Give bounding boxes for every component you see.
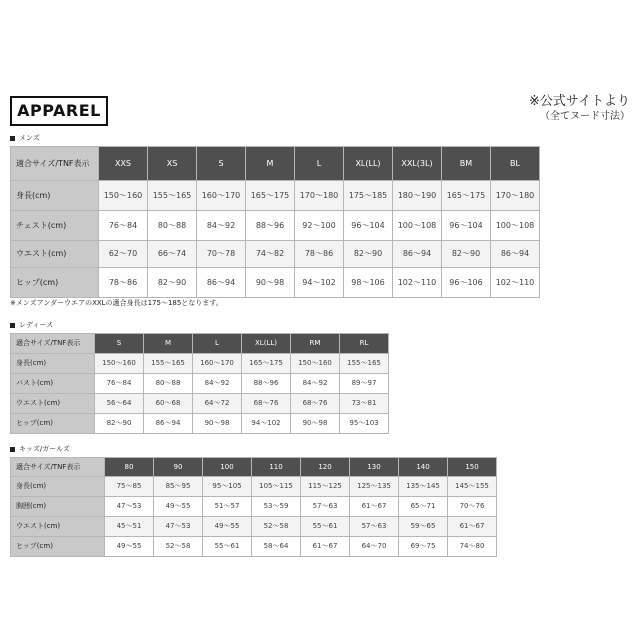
value-cell: 58～64 [252, 537, 301, 557]
mens-section-label: メンズ [10, 133, 40, 143]
value-cell: 80～88 [148, 211, 197, 241]
value-cell: 76～84 [95, 374, 144, 394]
value-cell: 180～190 [393, 181, 442, 211]
size-header-cell: 90 [154, 458, 203, 477]
value-cell: 89～97 [340, 374, 389, 394]
value-cell: 51～57 [203, 497, 252, 517]
size-header-cell: 80 [105, 458, 154, 477]
table-row [11, 354, 389, 374]
value-cell: 96～106 [442, 268, 491, 298]
value-cell: 45～51 [105, 517, 154, 537]
row-label-cell: ウエスト(cm) [11, 241, 99, 268]
value-cell: 96～104 [344, 211, 393, 241]
value-cell: 75～85 [105, 477, 154, 497]
value-cell: 61～67 [301, 537, 350, 557]
table-row [11, 537, 497, 557]
kids-size-table [10, 457, 497, 557]
value-cell: 57～63 [301, 497, 350, 517]
row-label-cell: ヒップ(cm) [11, 414, 95, 434]
size-header-cell: BM [442, 147, 491, 181]
table-header-row [11, 458, 497, 477]
row-label-cell: バスト(cm) [11, 374, 95, 394]
size-header-cell: RM [291, 334, 340, 354]
value-cell: 49～55 [154, 497, 203, 517]
mens-footnote: ※メンズアンダーウエアのXXLの適合身長は175～185となります。 [10, 299, 223, 307]
source-note-line2: （全てヌード寸法） [540, 111, 630, 122]
value-cell: 73～81 [340, 394, 389, 414]
value-cell: 64～72 [193, 394, 242, 414]
value-cell: 82～90 [148, 268, 197, 298]
table-row [11, 374, 389, 394]
value-cell: 52～58 [154, 537, 203, 557]
value-cell: 70～76 [448, 497, 497, 517]
value-cell: 125～135 [350, 477, 399, 497]
row-label-cell: ウエスト(cm) [11, 517, 105, 537]
value-cell: 98～106 [344, 268, 393, 298]
ladies-size-table [10, 333, 389, 434]
value-cell: 102～110 [491, 268, 540, 298]
size-header-cell: M [144, 334, 193, 354]
value-cell: 86～94 [144, 414, 193, 434]
value-cell: 69～75 [399, 537, 448, 557]
size-header-cell: XS [148, 147, 197, 181]
value-cell: 90～98 [246, 268, 295, 298]
value-cell: 95～103 [340, 414, 389, 434]
value-cell: 88～96 [242, 374, 291, 394]
value-cell: 47～53 [105, 497, 154, 517]
value-cell: 82～90 [344, 241, 393, 268]
value-cell: 56～64 [95, 394, 144, 414]
value-cell: 155～165 [148, 181, 197, 211]
table-row [11, 414, 389, 434]
table-row [11, 517, 497, 537]
size-header-cell: M [246, 147, 295, 181]
table-header-row [11, 334, 389, 354]
row-label-cell: 身長(cm) [11, 477, 105, 497]
value-cell: 47～53 [154, 517, 203, 537]
source-note [529, 94, 630, 124]
value-cell: 70～78 [197, 241, 246, 268]
row-label-cell: 胸囲(cm) [11, 497, 105, 517]
value-cell: 84～92 [291, 374, 340, 394]
row-label-cell: ウエスト(cm) [11, 394, 95, 414]
value-cell: 90～98 [193, 414, 242, 434]
value-cell: 64～70 [350, 537, 399, 557]
ladies-section-label: レディース [10, 320, 53, 330]
size-header-cell: XL(LL) [242, 334, 291, 354]
size-header-cell: 140 [399, 458, 448, 477]
size-header-cell: 150 [448, 458, 497, 477]
value-cell: 135～145 [399, 477, 448, 497]
value-cell: 68～76 [291, 394, 340, 414]
value-cell: 88～96 [246, 211, 295, 241]
value-cell: 65～71 [399, 497, 448, 517]
row-label-cell: ヒップ(cm) [11, 268, 99, 298]
value-cell: 49～55 [203, 517, 252, 537]
size-header-cell: L [193, 334, 242, 354]
table-row [11, 497, 497, 517]
table-row [11, 477, 497, 497]
value-cell: 94～102 [295, 268, 344, 298]
kids-section-label: キッズ/ガールズ [10, 444, 70, 454]
table-row [11, 241, 540, 268]
row-label-cell: 身長(cm) [11, 181, 99, 211]
value-cell: 74～80 [448, 537, 497, 557]
value-cell: 160～170 [197, 181, 246, 211]
size-header-cell: L [295, 147, 344, 181]
size-header-cell: XL(LL) [344, 147, 393, 181]
value-cell: 170～180 [295, 181, 344, 211]
value-cell: 92～100 [295, 211, 344, 241]
value-cell: 150～160 [291, 354, 340, 374]
size-header-cell: S [197, 147, 246, 181]
value-cell: 150～160 [99, 181, 148, 211]
value-cell: 115～125 [301, 477, 350, 497]
value-cell: 102～110 [393, 268, 442, 298]
size-header-cell: BL [491, 147, 540, 181]
value-cell: 100～108 [393, 211, 442, 241]
value-cell: 86～94 [393, 241, 442, 268]
value-cell: 155～165 [340, 354, 389, 374]
value-cell: 59～65 [399, 517, 448, 537]
value-cell: 61～67 [350, 497, 399, 517]
value-cell: 49～55 [105, 537, 154, 557]
value-cell: 86～94 [197, 268, 246, 298]
size-header-cell: XXL(3L) [393, 147, 442, 181]
value-cell: 94～102 [242, 414, 291, 434]
size-header-cell: XXS [99, 147, 148, 181]
value-cell: 66～74 [148, 241, 197, 268]
value-cell: 55～61 [301, 517, 350, 537]
row-label-cell: チェスト(cm) [11, 211, 99, 241]
value-cell: 82～90 [95, 414, 144, 434]
square-bullet-icon [10, 136, 15, 141]
value-cell: 57～63 [350, 517, 399, 537]
value-cell: 78～86 [295, 241, 344, 268]
value-cell: 60～68 [144, 394, 193, 414]
value-cell: 145～155 [448, 477, 497, 497]
value-cell: 76～84 [99, 211, 148, 241]
header-label-cell: 適合サイズ/TNF表示 [11, 147, 99, 181]
square-bullet-icon [10, 323, 15, 328]
value-cell: 68～76 [242, 394, 291, 414]
value-cell: 95～105 [203, 477, 252, 497]
value-cell: 85～95 [154, 477, 203, 497]
table-row [11, 211, 540, 241]
table-row [11, 394, 389, 414]
source-note-line1: ※公式サイトより [529, 94, 630, 109]
value-cell: 96～104 [442, 211, 491, 241]
square-bullet-icon [10, 447, 15, 452]
row-label-cell: ヒップ(cm) [11, 537, 105, 557]
size-header-cell: S [95, 334, 144, 354]
value-cell: 165～175 [442, 181, 491, 211]
value-cell: 80～88 [144, 374, 193, 394]
value-cell: 61～67 [448, 517, 497, 537]
value-cell: 86～94 [491, 241, 540, 268]
row-label-cell: 身長(cm) [11, 354, 95, 374]
value-cell: 82～90 [442, 241, 491, 268]
value-cell: 100～108 [491, 211, 540, 241]
value-cell: 175～185 [344, 181, 393, 211]
table-row [11, 181, 540, 211]
value-cell: 170～180 [491, 181, 540, 211]
value-cell: 53～59 [252, 497, 301, 517]
value-cell: 84～92 [193, 374, 242, 394]
value-cell: 90～98 [291, 414, 340, 434]
value-cell: 74～82 [246, 241, 295, 268]
table-row [11, 268, 540, 298]
size-header-cell: 100 [203, 458, 252, 477]
header-label-cell: 適合サイズ/TNF表示 [11, 334, 95, 354]
value-cell: 52～58 [252, 517, 301, 537]
table-header-row [11, 147, 540, 181]
mens-size-table [10, 146, 540, 298]
value-cell: 105～115 [252, 477, 301, 497]
header-label-cell: 適合サイズ/TNF表示 [11, 458, 105, 477]
value-cell: 160～170 [193, 354, 242, 374]
size-header-cell: 130 [350, 458, 399, 477]
value-cell: 78～86 [99, 268, 148, 298]
size-header-cell: 120 [301, 458, 350, 477]
value-cell: 84～92 [197, 211, 246, 241]
size-header-cell: 110 [252, 458, 301, 477]
apparel-title: APPAREL [10, 96, 108, 126]
value-cell: 62～70 [99, 241, 148, 268]
value-cell: 165～175 [242, 354, 291, 374]
size-header-cell: RL [340, 334, 389, 354]
value-cell: 155～165 [144, 354, 193, 374]
value-cell: 165～175 [246, 181, 295, 211]
value-cell: 150～160 [95, 354, 144, 374]
value-cell: 55～61 [203, 537, 252, 557]
